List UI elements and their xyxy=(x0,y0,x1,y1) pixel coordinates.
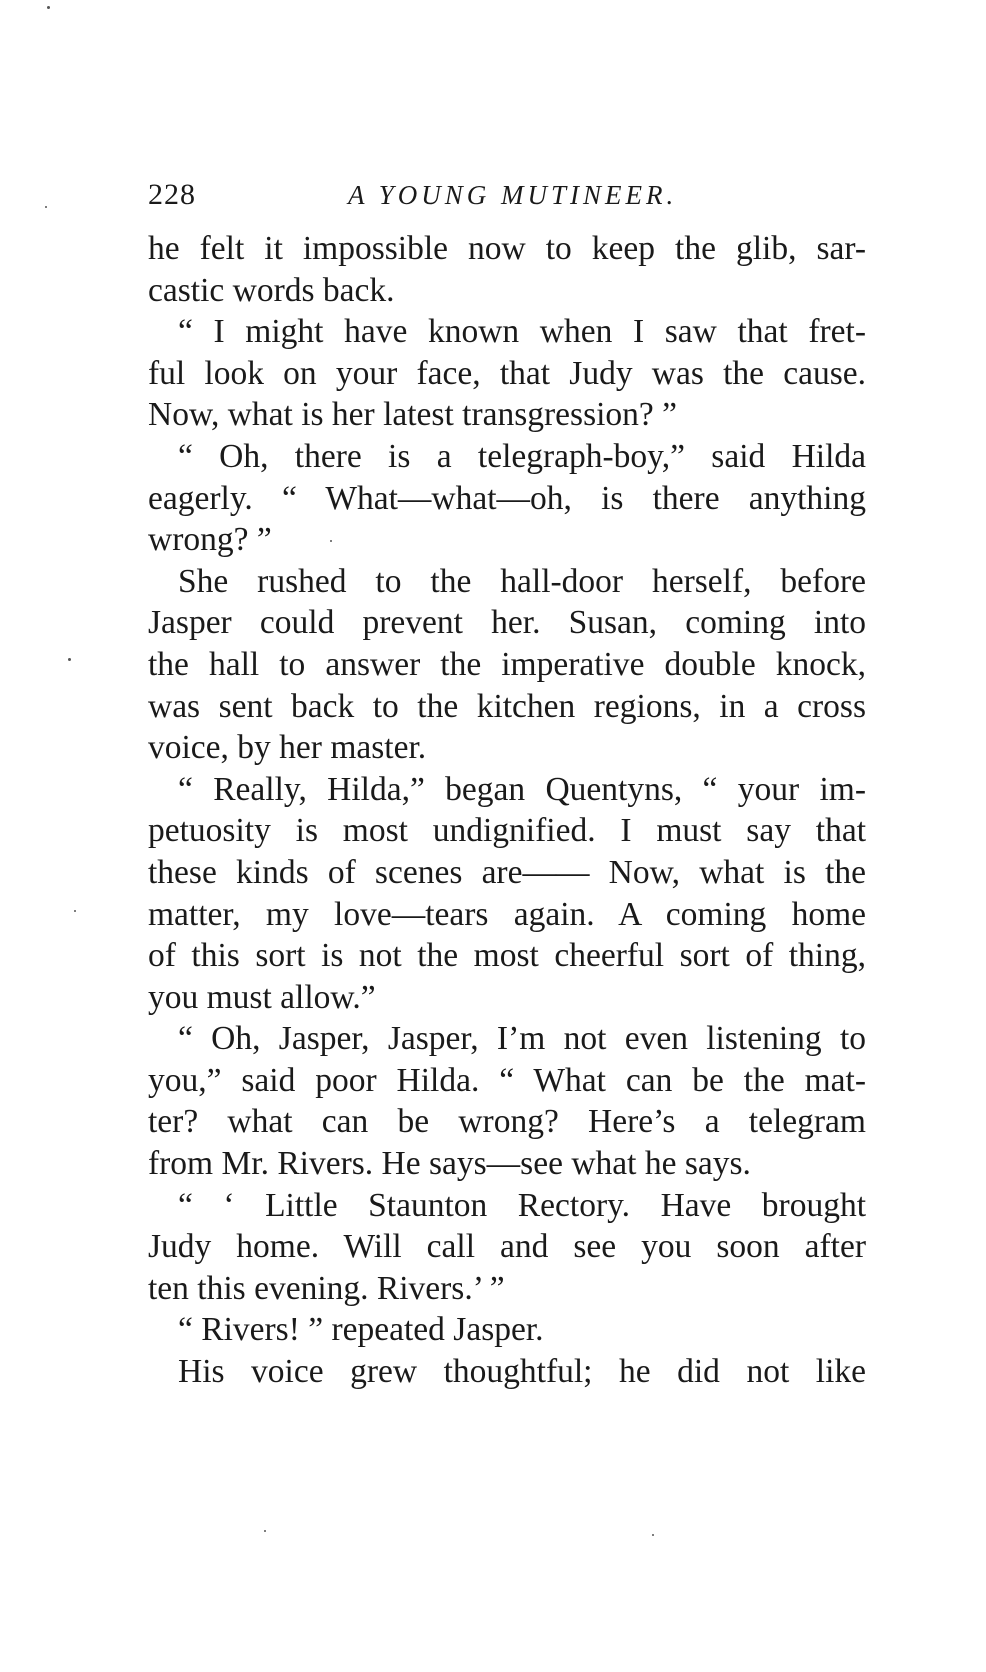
text-line: of this sort is not the most cheerful sort of thing, xyxy=(148,937,866,975)
text-line: ful look on your face, that Judy was the cause. xyxy=(148,354,866,392)
text-line: castic words back. xyxy=(148,271,395,309)
running-head xyxy=(148,178,908,218)
scan-speck xyxy=(652,1534,654,1536)
text-line: he felt it impossible now to keep the glib, sar- xyxy=(148,230,866,267)
text-line: ten this evening. Rivers.’ ” xyxy=(148,1269,505,1307)
text-line: was sent back to the kitchen regions, in a cross xyxy=(148,687,866,725)
text-line: eagerly. “ What—what—oh, is there anything xyxy=(148,479,866,517)
page-number: 228 xyxy=(148,178,196,211)
book-title: A YOUNG MUTINEER. xyxy=(348,180,678,210)
scan-speck xyxy=(264,1530,266,1532)
text-line: Jasper could prevent her. Susan, coming into xyxy=(148,604,866,642)
text-line: Now, what is her latest transgression? ” xyxy=(148,396,678,434)
text-line: wrong? ” xyxy=(148,521,272,559)
text-line: “ Really, Hilda,” began Quentyns, “ your im- xyxy=(178,770,866,808)
text-line: matter, my love—tears again. A coming home xyxy=(148,895,866,933)
text-line: from Mr. Rivers. He says—see what he says. xyxy=(148,1145,751,1183)
scan-speck xyxy=(74,910,76,912)
text-line: voice, by her master. xyxy=(148,729,427,767)
scan-speck xyxy=(47,6,50,9)
text-line: “ ‘ Little Staunton Rectory. Have brought xyxy=(178,1186,866,1224)
scan-speck xyxy=(45,206,47,208)
text-line: petuosity is most undignified. I must say that xyxy=(148,812,866,850)
text-line: His voice grew thoughtful; he did not like xyxy=(178,1353,866,1391)
text-line: “ I might have known when I saw that fret- xyxy=(178,313,866,351)
text-line: She rushed to the hall-door herself, before xyxy=(178,562,866,600)
scan-speck xyxy=(68,658,71,661)
text-line: you must allow.” xyxy=(148,978,376,1016)
text-line: the hall to answer the imperative double knock, xyxy=(148,645,866,683)
text-line: these kinds of scenes are—— Now, what is the xyxy=(148,853,866,891)
text-line: ter? what can be wrong? Here’s a telegram xyxy=(148,1103,866,1141)
text-line: “ Oh, there is a telegraph-boy,” said Hilda xyxy=(178,437,866,475)
text-line: “ Rivers! ” repeated Jasper. xyxy=(178,1311,544,1349)
scan-speck xyxy=(330,540,332,542)
text-line: you,” said poor Hilda. “ What can be the mat- xyxy=(148,1061,866,1099)
text-line: Judy home. Will call and see you soon after xyxy=(148,1228,866,1266)
text-line: “ Oh, Jasper, Jasper, I’m not even listening to xyxy=(178,1020,866,1058)
body-text xyxy=(148,228,866,1393)
